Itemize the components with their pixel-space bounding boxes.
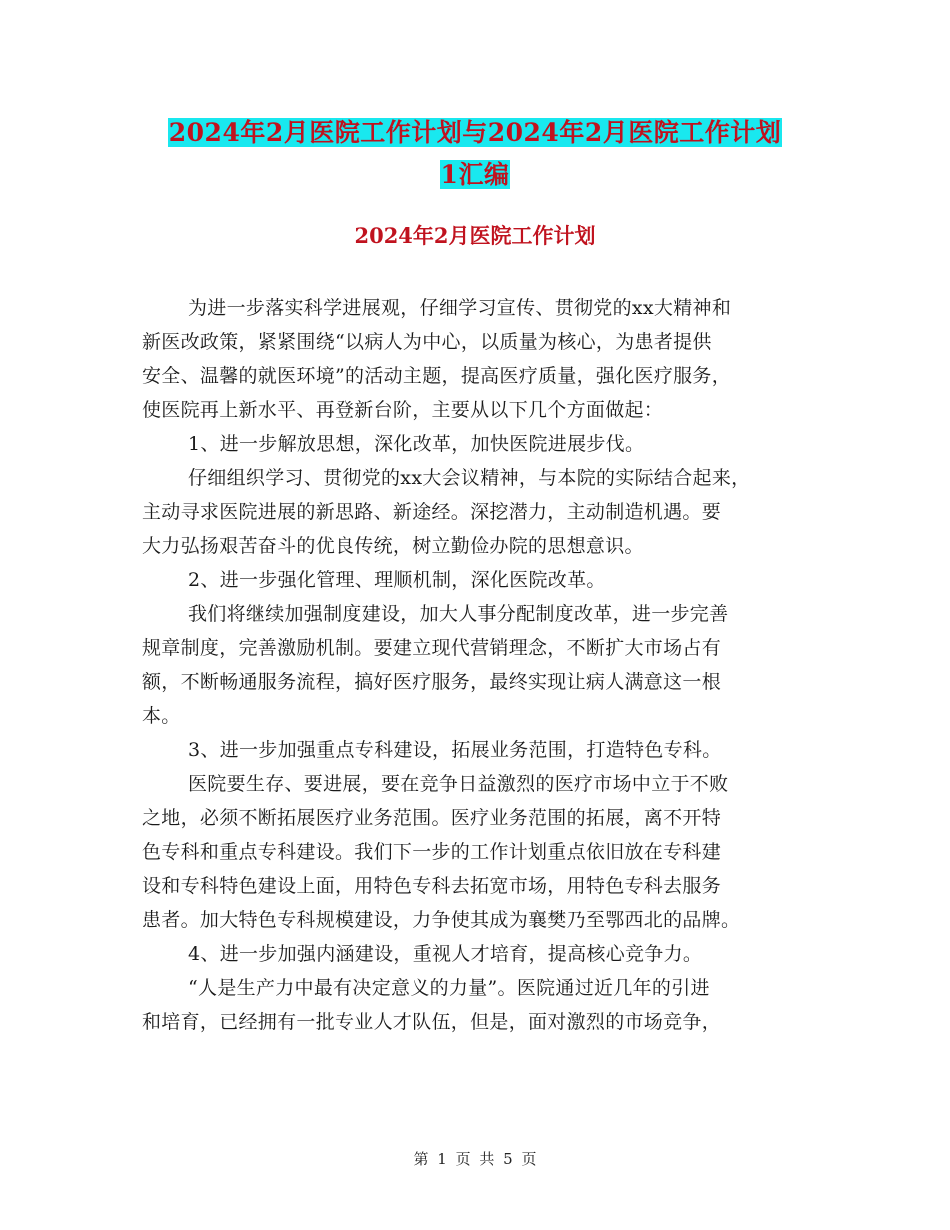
document-title-line-2 — [0, 153, 950, 197]
body-line: 额，不断畅通服务流程，搞好医疗服务，最终实现让病人满意这一根 — [142, 671, 722, 693]
section-title: 2024年2月医院工作计划 — [354, 223, 596, 248]
body-line: 主动寻求医院进展的新思路、新途经。深挖潜力，主动制造机遇。要 — [142, 501, 722, 523]
body-line: 2、进一步强化管理、理顺机制，深化医院改革。 — [188, 569, 606, 591]
body-line: 仔细组织学习、贯彻党的xx大会议精神，与本院的实际结合起来， — [188, 467, 751, 489]
title-highlight: 2024年2月医院工作计划与2024年2月医院工作计划 — [168, 118, 782, 147]
body-line: 色专科和重点专科建设。我们下一步的工作计划重点依旧放在专科建 — [142, 841, 722, 863]
document-title-line-1 — [0, 111, 950, 155]
body-line: “人是生产力中最有决定意义的力量”。医院通过近几年的引进 — [188, 977, 710, 999]
body-line: 规章制度，完善激励机制。要建立现代营销理念，不断扩大市场占有 — [142, 637, 722, 659]
body-line: 1、进一步解放思想，深化改革，加快医院进展步伐。 — [188, 433, 645, 455]
body-line: 使医院再上新水平、再登新台阶，主要从以下几个方面做起： — [142, 399, 664, 421]
page-footer: 第 1 页 共 5 页 — [413, 1150, 537, 1168]
body-line: 3、进一步加强重点专科建设，拓展业务范围，打造特色专科。 — [188, 739, 722, 761]
body-line: 本。 — [142, 705, 181, 727]
body-line: 和培育，已经拥有一批专业人才队伍，但是，面对激烈的市场竞争， — [142, 1011, 722, 1033]
body-line: 安全、温馨的就医环境”的活动主题，提高医疗质量，强化医疗服务， — [142, 365, 732, 387]
title-highlight: 1汇编 — [440, 160, 510, 189]
body-line: 患者。加大特色专科规模建设，力争使其成为襄樊乃至鄂西北的品牌。 — [142, 909, 741, 931]
body-line: 我们将继续加强制度建设，加大人事分配制度改革，进一步完善 — [188, 603, 729, 625]
body-line: 医院要生存、要进展，要在竞争日益激烈的医疗市场中立于不败 — [188, 773, 729, 795]
body-line: 为进一步落实科学进展观，仔细学习宣传、贯彻党的xx大精神和 — [188, 297, 732, 319]
body-line: 之地，必须不断拓展医疗业务范围。医疗业务范围的拓展，离不开特 — [142, 807, 722, 829]
body-line: 4、进一步加强内涵建设，重视人才培育，提高核心竞争力。 — [188, 943, 703, 965]
document-body — [142, 291, 812, 1039]
body-line: 大力弘扬艰苦奋斗的优良传统，树立勤俭办院的思想意识。 — [142, 535, 644, 557]
body-line: 设和专科特色建设上面，用特色专科去拓宽市场，用特色专科去服务 — [142, 875, 722, 897]
body-line: 新医改政策，紧紧围绕“以病人为中心，以质量为核心，为患者提供 — [142, 331, 712, 353]
